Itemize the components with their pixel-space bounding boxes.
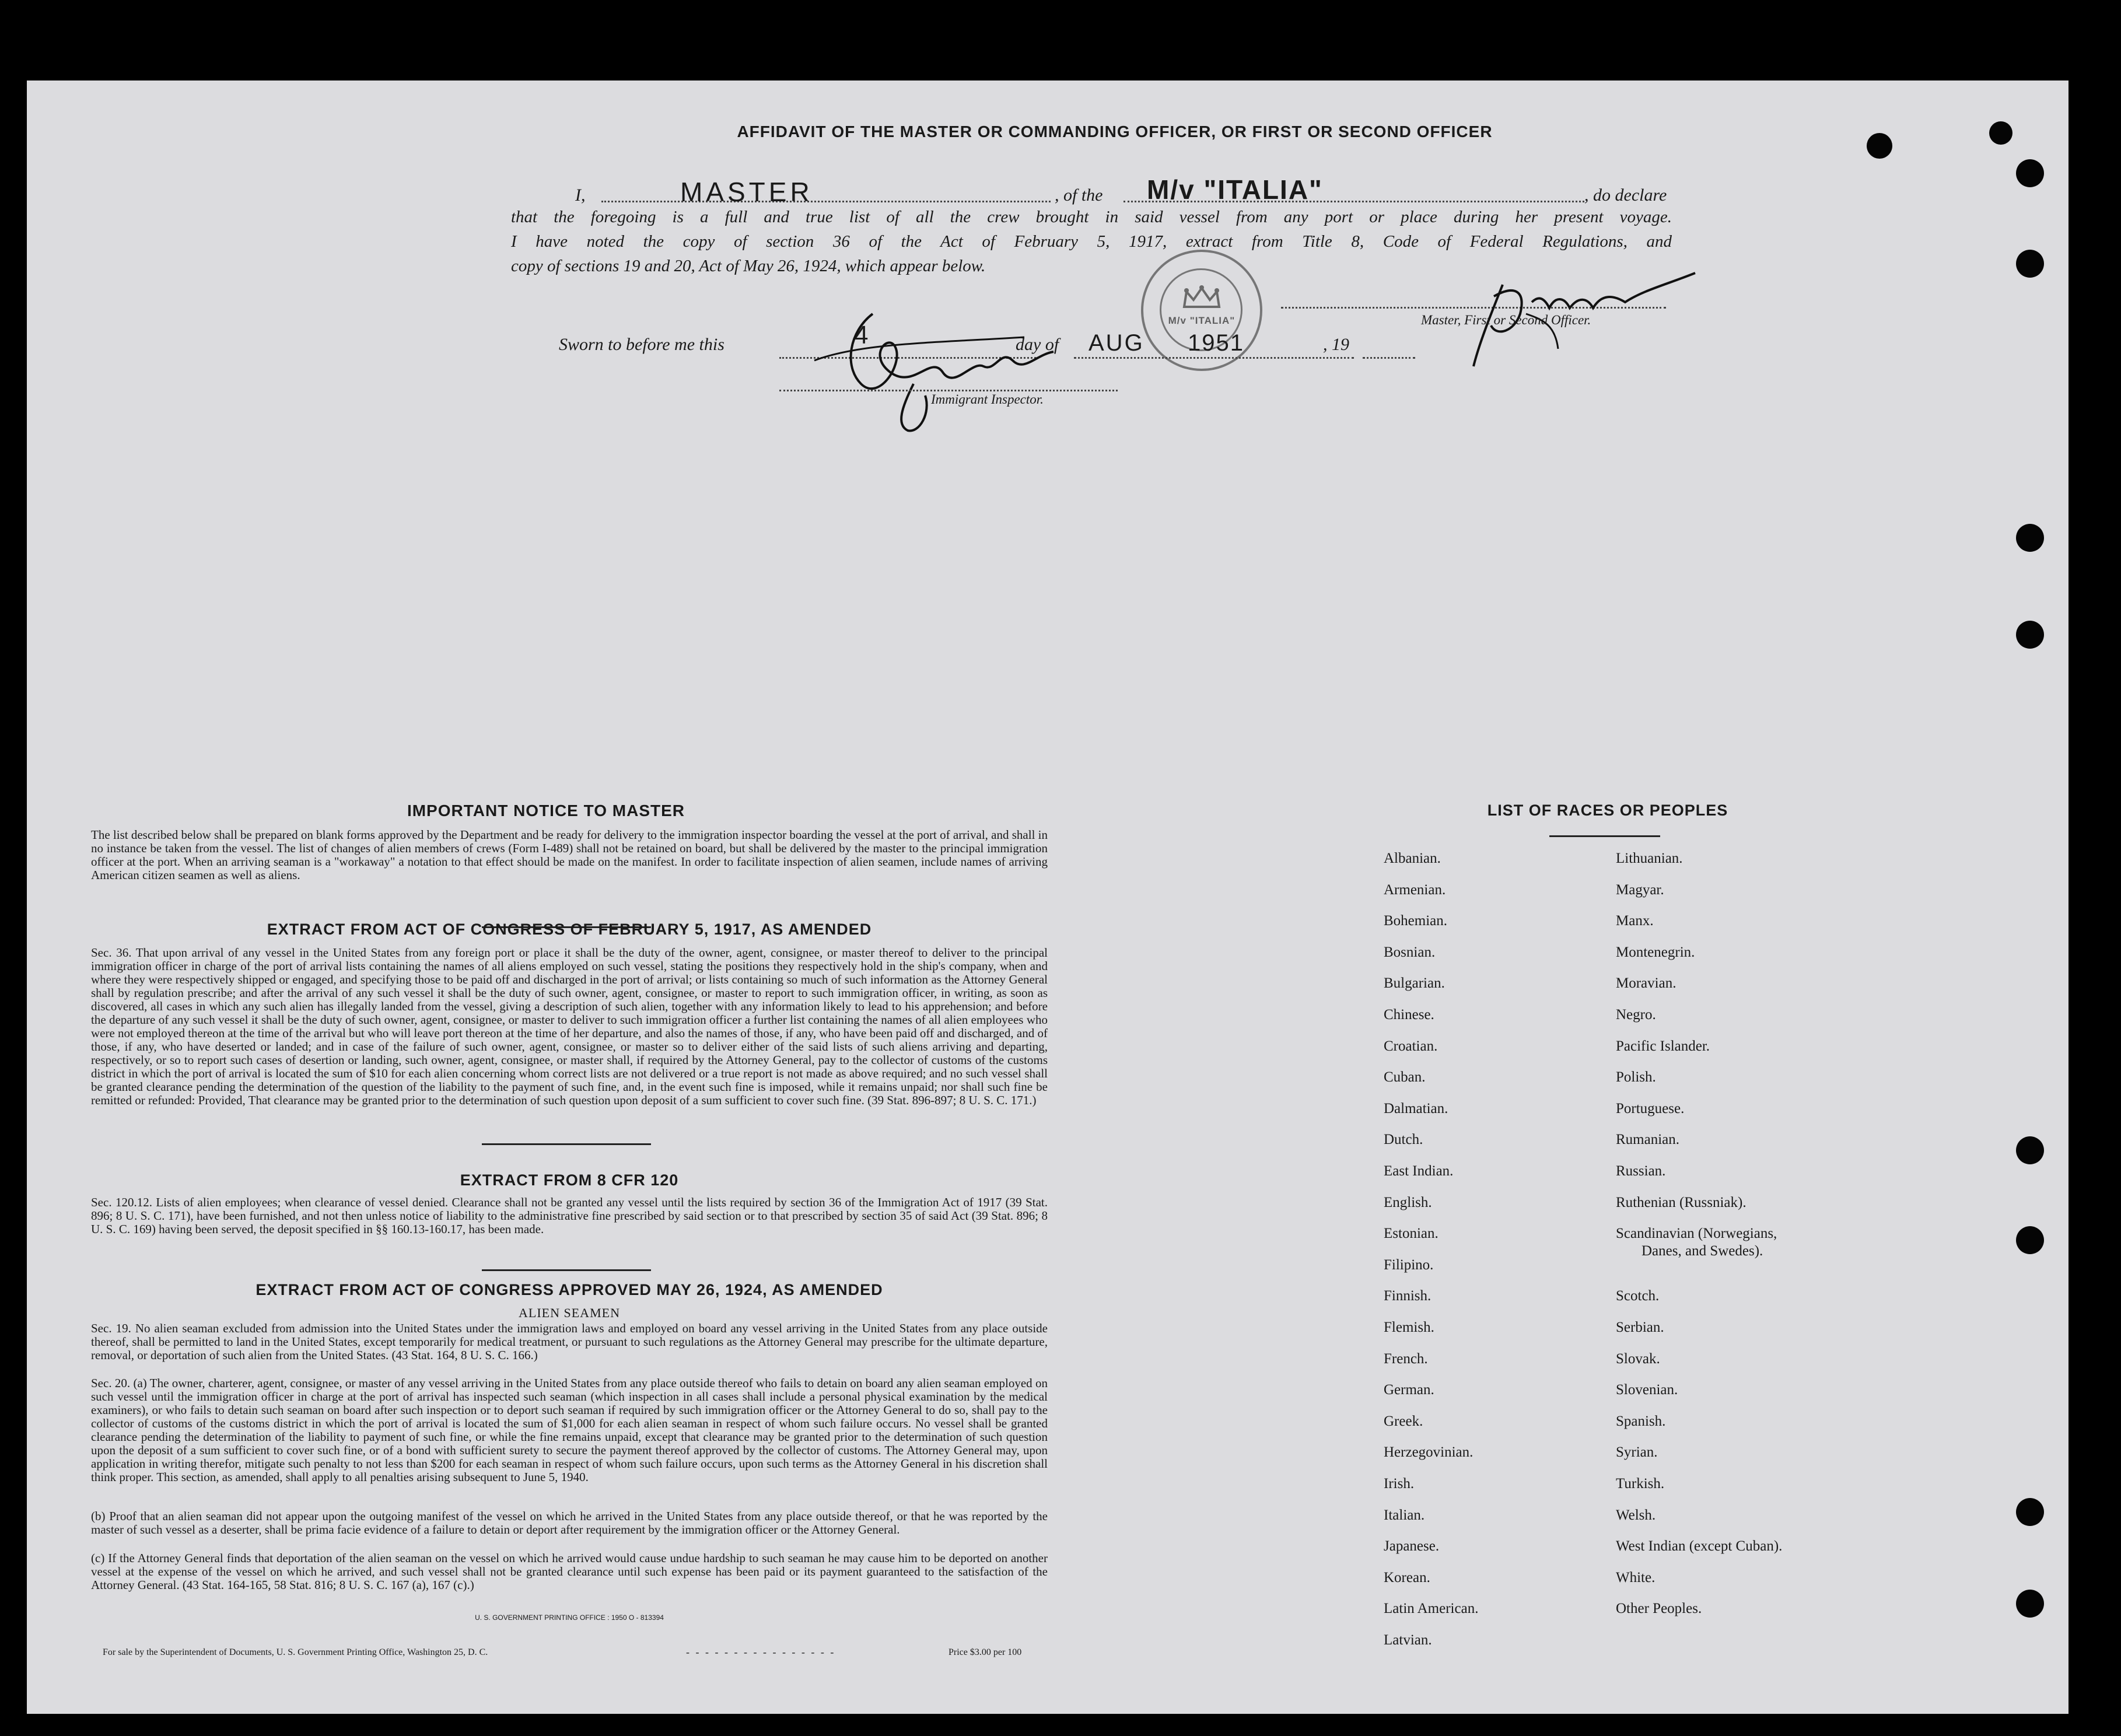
- race-item: Greek.: [1384, 1413, 1423, 1429]
- punch-hole: [2016, 159, 2044, 187]
- race-item: Magyar.: [1616, 881, 1664, 898]
- race-item: Irish.: [1384, 1476, 1415, 1492]
- races-rule: [1549, 835, 1660, 837]
- day-of-label: day of: [1016, 335, 1059, 354]
- extract-8cfr-body: Sec. 120.12. Lists of alien employees; when clearance of vessel denied. Clearance shall not be granted any vessel until the lists required by section 36 of the Immigration Act of 1917 (39 Stat. 896; 8 U. S. C. 171), have been furnished, and not then unless notice of liability to the administrative fine prescribed by said section or to that prescribed by section 35 of said Act (39 Stat. 896; 8 U. S. C. 169) having been served, the deposit specified in §§ 160.13-160.17, has been made.: [91, 1195, 1048, 1236]
- race-item: Italian.: [1384, 1507, 1425, 1523]
- race-item: Dalmatian.: [1384, 1100, 1448, 1116]
- race-item: Filipino.: [1384, 1256, 1434, 1273]
- race-item: Japanese.: [1384, 1538, 1440, 1555]
- year-value: 1951: [1188, 330, 1244, 356]
- damage-spot: [1989, 121, 2013, 145]
- extract-1924-sec20a: Sec. 20. (a) The owner, charterer, agent, consignee, or master of any vessel arriving in the United States from any place outside thereof who fails to detain on board any alien seaman employed on such vessel until the immigration officer in charge at the port of arrival has inspected such seaman (which inspection in all cases shall include a personal physical examination by the medical examiners), or who fails to detain such seaman on board after such inspection or to deport such seaman if required by such immigration officer or the Attorney General to do so, shall pay to the collector of customs of the customs district in which the port of arrival is located the sum of $1,000 for each alien seaman in respect of whom such failure occurs. No vessel shall be granted clearance pending the determination of the liability to payment of such fine, or while the fine remains unpaid, except that clearance may be granted prior to the determination of such question upon the deposit of a sum sufficient to cover such fine, or of a bond with sufficient surety to secure the payment thereof approved by the collector of customs. The Attorney General may, upon application in writing therefor, mitigate such penalty to not less than $200 for each seaman in respect of whom such failure occurs, upon such terms as the Attorney General in his discretion shall think proper. This section, as amended, shall apply to all penalties arising subsequent to June 5, 1940.: [91, 1376, 1048, 1484]
- name-field: [601, 177, 1051, 202]
- day-value: 4: [854, 321, 869, 349]
- punch-hole: [2016, 1498, 2044, 1526]
- form-page: [27, 80, 2068, 1714]
- extract-1924-sec20c: (c) If the Attorney General finds that deportation of the alien seaman on the vessel on which he arrived would cause undue hardship to such seaman he may cause him to be deported on another vessel at the expense of the vessel on which he arrived, and such vessel shall not be granted clearance until such expense has been paid or its payment guaranteed to the satisfaction of the Attorney General. (43 Stat. 164-165, 58 Stat. 816; 8 U. S. C. 167 (a), 167 (c).): [91, 1551, 1048, 1592]
- race-item: Latin American.: [1384, 1601, 1479, 1617]
- race-item: Russian.: [1616, 1163, 1666, 1179]
- race-item: Herzegovinian.: [1384, 1444, 1474, 1461]
- stamp-text: M/v "ITALIA": [1168, 315, 1236, 326]
- extract-8cfr-rule: [482, 1269, 651, 1271]
- affidavit-line-3: I have noted the copy of section 36 of the Act of February 5, 1917, extract from Title 8, Code of Federal Regulations, and: [511, 232, 1672, 251]
- race-item: Bosnian.: [1384, 944, 1436, 960]
- vessel-value: M/v "ITALIA": [1147, 174, 1323, 205]
- notice-body: The list described below shall be prepared on blank forms approved by the Department and be ready for delivery to the immigration inspector boarding the vessel at the port of arrival, and shall in no instance be taken from the vessel. The list of changes of alien members of crews (Form I-489) shall not be retained on board, but shall be delivered by the master to the principal immigration officer at the port. When an arriving seaman is a "workaway" a notation to that effect should be made on the manifest. In order to facilitate inspection of alien seamen, include names of arriving American citizen seamen as well as aliens.: [91, 828, 1048, 882]
- extract-1917-rule: [482, 1143, 651, 1145]
- race-item: Armenian.: [1384, 881, 1446, 898]
- inspector-caption: Immigrant Inspector.: [931, 392, 1044, 407]
- punch-hole: [2016, 1590, 2044, 1618]
- race-item: Finnish.: [1384, 1288, 1432, 1304]
- race-item: Bohemian.: [1384, 913, 1448, 929]
- race-item: English.: [1384, 1194, 1432, 1210]
- name-value: MASTER: [680, 177, 813, 207]
- race-item: Cuban.: [1384, 1069, 1426, 1086]
- race-item: Turkish.: [1616, 1476, 1665, 1492]
- race-item: Syrian.: [1616, 1444, 1658, 1461]
- race-item: Ruthenian (Russniak).: [1616, 1194, 1746, 1210]
- race-item: White.: [1616, 1569, 1656, 1586]
- race-item: West Indian (except Cuban).: [1616, 1538, 1783, 1555]
- race-item: Other Peoples.: [1616, 1601, 1702, 1617]
- race-item: Flemish.: [1384, 1320, 1434, 1335]
- extract-1924-sec20b: (b) Proof that an alien seaman did not appear upon the outgoing manifest of the vessel on which he arrived in the United States from any place outside thereof, or that he was reported by the master of such vessel as a deserter, shall be prima facie evidence of a failure to detain or deport after requirement by the immigration officer or the Attorney General.: [91, 1509, 1048, 1536]
- extract-1917-title: EXTRACT FROM ACT OF CONGRESS OF FEBRUARY 5, 1917, AS AMENDED: [267, 921, 872, 938]
- crown-icon: [1181, 285, 1223, 310]
- race-item: Slovenian.: [1616, 1382, 1678, 1398]
- footer-right: Price $3.00 per 100: [949, 1647, 1022, 1657]
- race-item: Manx.: [1616, 913, 1654, 929]
- race-item: Moravian.: [1616, 975, 1676, 992]
- race-item: Croatian.: [1384, 1038, 1438, 1054]
- i-label: I,: [575, 186, 586, 205]
- punch-hole: [2016, 250, 2044, 278]
- affidavit-line-2: that the foregoing is a full and true list of all the crew brought in said vessel from any port or place during her present voyage.: [511, 208, 1672, 226]
- race-item: Portuguese.: [1616, 1100, 1685, 1116]
- extract-1924-subtitle: ALIEN SEAMEN: [519, 1306, 620, 1320]
- race-item: Serbian.: [1616, 1320, 1664, 1335]
- of-the-label: , of the: [1055, 186, 1103, 205]
- race-item: Albanian.: [1384, 850, 1441, 866]
- race-item: German.: [1384, 1382, 1434, 1398]
- race-item: Bulgarian.: [1384, 975, 1445, 992]
- race-item: Korean.: [1384, 1569, 1430, 1586]
- inspector-signature-line: [779, 385, 1118, 391]
- race-item: Rumanian.: [1616, 1132, 1680, 1148]
- race-item: Latvian.: [1384, 1632, 1432, 1648]
- race-item: Dutch.: [1384, 1132, 1423, 1148]
- punch-hole: [2016, 1226, 2044, 1254]
- footer-left: For sale by the Superintendent of Documents, U. S. Government Printing Office, Washington 25, D. C.: [103, 1647, 488, 1657]
- race-item: Lithuanian.: [1616, 850, 1683, 866]
- damage-spot: [1867, 133, 1892, 159]
- extract-1924-sec19: Sec. 19. No alien seaman excluded from admission into the United States under the immigration laws and employed on board any vessel arriving in the United States from any place outside thereof, shall be permitted to land in the United States, except temporarily for medical treatment, or pursuant to such regulations as the Attorney General may prescribe for the ultimate departure, removal, or deportation of such alien from the United States. (43 Stat. 164, 8 U. S. C. 166.): [91, 1321, 1048, 1362]
- race-item: Estonian.: [1384, 1226, 1438, 1242]
- race-item: Scotch.: [1616, 1288, 1660, 1304]
- month-value: AUG: [1088, 330, 1144, 356]
- punch-hole: [2016, 1136, 2044, 1164]
- affidavit-title: AFFIDAVIT OF THE MASTER OR COMMANDING OFFICER, OR FIRST OR SECOND OFFICER: [737, 123, 1493, 141]
- inspector-signature: [779, 296, 1083, 436]
- extract-1917-body: Sec. 36. That upon arrival of any vessel in the United States from any foreign port or place it shall be the duty of the owner, agent, consignee, or master thereof to deliver to the principal immigration officer in charge of the port of arrival lists containing the names of all aliens employed on such vessel, stating the positions they respectively hold in the ship's company, when and where they were respectively shipped or engaged, and specifying those to be paid off and discharged in the port of arrival; or lists containing so much of such information as the Attorney General shall by regulation prescribe; and after the arrival of any such vessel it shall be the duty of such owner, agent, consignee, or master to report to such immigration officer, in writing, as soon as discovered, all cases in which any such alien has illegally landed from the vessel, giving a description of such alien, together with any information likely to lead to his apprehension; and before the departure of any such vessel it shall be the duty of such owner, agent, consignee, or master to deliver to such immigration officer a further list containing the names of all alien employees who were not employed thereon at the time of the arrival but who will leave port thereon at the time of her departure, and also the names of those, if any, who have been paid off and discharged, and of those, if any, who have deserted or landed; and in case of the failure of such owner, agent, consignee, or master so to deliver either of the said lists of such aliens arriving and departing, respectively, or so to report such cases of desertion or landing, such owner, agent, consignee, or master shall, if required by the Attorney General, pay to the collector of customs of the customs district in which the port of arrival is located the sum of $10 for each alien concerning whom correct lists are not delivered or a true report is not made as above required; and no such vessel shall be granted clearance pending the determination of the question of the liability to the payment of such fine, and, in the event such fine is imposed, while it remains unpaid; nor shall such fine be remitted or refunded: Provided, That clearance may be granted prior to the determination of such question upon deposit of a sum sufficient to cover such fine. (39 Stat. 896-897; 8 U. S. C. 171.): [91, 946, 1048, 1107]
- race-item: Welsh.: [1616, 1507, 1656, 1523]
- race-item: Montenegrin.: [1616, 944, 1695, 960]
- extract-8cfr-title: EXTRACT FROM 8 CFR 120: [460, 1171, 679, 1189]
- do-declare-label: , do declare: [1584, 186, 1667, 205]
- race-item: Negro.: [1616, 1007, 1656, 1023]
- notice-title: IMPORTANT NOTICE TO MASTER: [407, 802, 685, 820]
- master-caption: Master, First or Second Officer.: [1421, 313, 1591, 327]
- race-item: Spanish.: [1616, 1413, 1666, 1429]
- footer-dashes: - - - - - - - - - - - - - - - -: [686, 1646, 836, 1658]
- printing-office: U. S. GOVERNMENT PRINTING OFFICE : 1950 O - 813394: [475, 1614, 664, 1622]
- punch-hole: [2016, 621, 2044, 649]
- affidavit-line-4: copy of sections 19 and 20, Act of May 26, 1924, which appear below.: [511, 257, 986, 275]
- races-title: LIST OF RACES OR PEOPLES: [1487, 802, 1728, 819]
- extract-1924-title: EXTRACT FROM ACT OF CONGRESS APPROVED MAY 26, 1924, AS AMENDED: [256, 1281, 883, 1298]
- race-item: Scandinavian (Norwegians,: [1616, 1226, 1777, 1242]
- race-item: French.: [1384, 1350, 1428, 1367]
- nineteen-label: , 19: [1323, 335, 1349, 354]
- race-item: Danes, and Swedes).: [1642, 1242, 1763, 1259]
- race-item: Slovak.: [1616, 1350, 1660, 1367]
- race-item: Pacific Islander.: [1616, 1038, 1710, 1054]
- race-item: Polish.: [1616, 1069, 1656, 1086]
- sworn-label: Sworn to before me this: [559, 335, 724, 354]
- race-item: East Indian.: [1384, 1163, 1454, 1179]
- punch-hole: [2016, 524, 2044, 552]
- race-item: Chinese.: [1384, 1007, 1434, 1023]
- year-field: [1363, 337, 1415, 359]
